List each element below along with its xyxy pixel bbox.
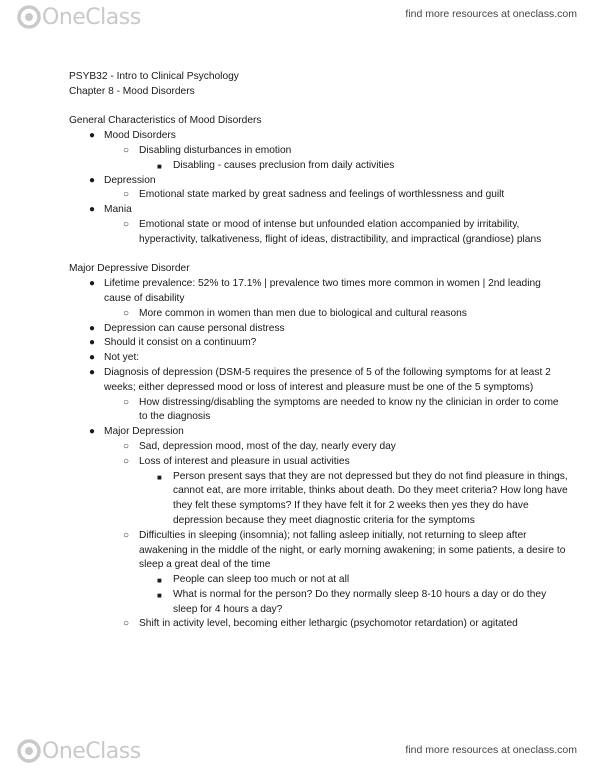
bullet-item-level-3 — [69, 159, 569, 174]
bullet-item-level-1 — [69, 366, 569, 396]
bullet-text: Lifetime prevalence: 52% to 17.1% | prevalence two times more common in women | 2nd leading cause of disability — [104, 278, 541, 304]
footer-note[interactable]: find more resources at oneclass.com — [405, 744, 577, 756]
bullet-icon: ○ — [123, 529, 130, 541]
bullet-item-level-2 — [69, 188, 569, 203]
bullet-item-level-2 — [69, 529, 569, 573]
bullet-icon: ● — [89, 352, 96, 364]
bullet-text: Mania — [104, 204, 132, 216]
bullet-text: Person present says that they are not depressed but they do not find pleasure in things, cannot eat, are more irritable, thinks about death. Do they meet criteria? How long have they felt these symptoms? If they have felt it for 2 weeks then yes they do have depression because they meet diagnostic criteria for the symptoms — [173, 470, 568, 526]
bullet-icon: ■ — [157, 472, 162, 482]
bullet-item-level-1 — [69, 174, 569, 189]
section-heading: Major Depressive Disorder — [69, 263, 190, 275]
bullet-item-level-1 — [69, 425, 569, 440]
bullet-text: How distressing/disabling the symptoms are needed to know ny the clinician in order to come to the diagnosis — [139, 396, 559, 423]
bullet-text: Sad, depression mood, most of the day, nearly every day — [139, 440, 396, 452]
oneclass-logo-icon — [16, 4, 42, 30]
bullet-icon: ○ — [123, 218, 130, 230]
bullet-item-level-2 — [69, 440, 569, 455]
bullet-text: People can sleep too much or not at all — [173, 574, 350, 586]
footer-brand-name: OneClass — [42, 738, 141, 764]
oneclass-logo — [16, 4, 141, 30]
section-heading: General Characteristics of Mood Disorders — [69, 115, 262, 127]
bullet-icon: ○ — [123, 189, 130, 201]
document-body — [69, 70, 569, 632]
course-title: PSYB32 - Intro to Clinical Psychology — [69, 71, 239, 82]
bullet-icon: ■ — [157, 161, 162, 171]
bullet-text: Emotional state or mood of intense but unfounded elation accompanied by irritability, hyperactivity, talkativeness, flight of ideas, distractibility, and impractical (grandiose) plans — [139, 218, 542, 245]
bullet-item-level-1 — [69, 351, 569, 366]
bullet-icon: ○ — [123, 396, 130, 408]
bullet-text: Difficulties in sleeping (insomnia); not falling asleep initially, not returning to sleep after awakening in the middle of the night, or early morning awakening; in some patients, a desire to sleep a great deal of the time — [139, 529, 566, 571]
bullet-icon: ● — [89, 366, 96, 378]
bullet-icon: ● — [89, 337, 96, 349]
bullet-icon: ● — [89, 204, 96, 216]
oneclass-footer-logo-icon — [16, 738, 42, 764]
bullet-item-level-2 — [69, 307, 569, 322]
bullet-icon: ○ — [123, 307, 130, 319]
bullet-text: Should it consist on a continuum? — [104, 337, 257, 349]
bullet-icon: ● — [89, 130, 96, 142]
bullet-item-level-2 — [69, 144, 569, 159]
oneclass-footer-logo — [16, 738, 141, 764]
bullet-text: Diagnosis of depression (DSM-5 requires the presence of 5 of the following symptoms for at least 2 weeks; either depressed mood or loss of interest and pleasure must be one of the 5 symptoms) — [104, 366, 551, 393]
bullet-icon: ○ — [123, 455, 130, 467]
brand-name: OneClass — [42, 4, 141, 30]
bullet-text: Disabling disturbances in emotion — [139, 144, 292, 156]
bullet-text: What is normal for the person? Do they normally sleep 8-10 hours a day or do they sleep for 4 hours a day? — [173, 588, 547, 615]
header-note[interactable]: find more resources at oneclass.com — [405, 8, 577, 20]
bullet-item-level-2 — [69, 455, 569, 470]
bullet-item-level-1 — [69, 277, 569, 307]
bullet-icon: ● — [89, 426, 96, 438]
bullet-icon: ● — [89, 322, 96, 334]
bullet-text: Loss of interest and pleasure in usual activities — [139, 455, 350, 467]
bullet-item-level-2 — [69, 218, 569, 248]
bullet-text: Major Depression — [104, 426, 184, 438]
bullet-item-level-2 — [69, 396, 569, 426]
notes-sections — [69, 114, 569, 632]
bullet-icon: ■ — [157, 576, 162, 586]
bullet-item-level-1 — [69, 129, 569, 144]
bullet-text: Depression can cause personal distress — [104, 322, 285, 334]
bullet-text: Shift in activity level, becoming either lethargic (psychomotor retardation) or agitated — [139, 618, 518, 630]
bullet-text: Disabling - causes preclusion from daily activities — [173, 159, 395, 171]
bullet-item-level-3 — [69, 588, 569, 618]
bullet-text: Not yet: — [104, 352, 140, 364]
bullet-icon: ■ — [157, 590, 162, 600]
bullet-icon: ○ — [123, 144, 130, 156]
bullet-icon: ○ — [123, 440, 130, 452]
bullet-text: Depression — [104, 174, 156, 186]
bullet-text: Mood Disorders — [104, 130, 176, 142]
bullet-item-level-3 — [69, 470, 569, 529]
bullet-icon: ● — [89, 278, 96, 290]
bullet-item-level-1 — [69, 322, 569, 337]
bullet-item-level-3 — [69, 573, 569, 588]
bullet-text: More common in women than men due to biological and cultural reasons — [139, 307, 467, 319]
bullet-item-level-1 — [69, 203, 569, 218]
bullet-text: Emotional state marked by great sadness and feelings of worthlessness and guilt — [139, 189, 505, 201]
chapter-title: Chapter 8 - Mood Disorders — [69, 85, 195, 97]
bullet-item-level-2 — [69, 617, 569, 632]
bullet-icon: ○ — [123, 618, 130, 630]
bullet-icon: ● — [89, 174, 96, 186]
bullet-item-level-1 — [69, 336, 569, 351]
